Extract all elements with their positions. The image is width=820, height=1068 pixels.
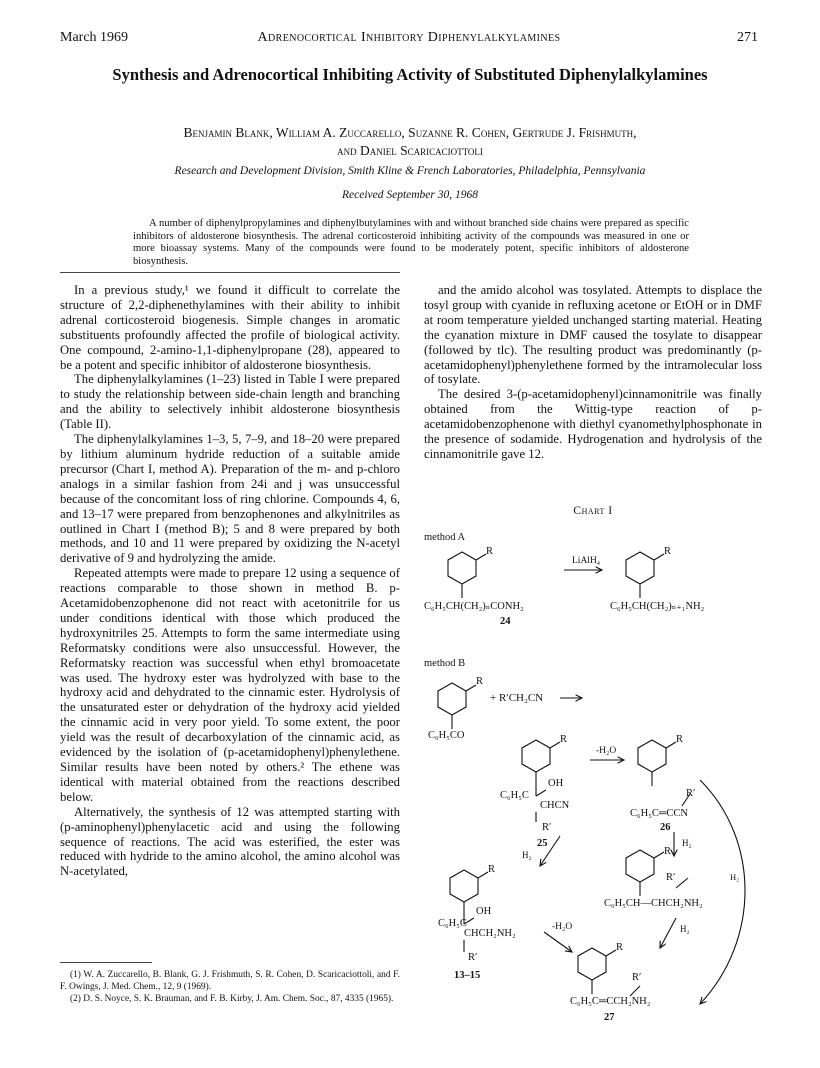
paragraph: Alternatively, the synthesis of 12 was attempted starting with (p-aminophenyl)phenylacetic acid and using the following sequence of reactions. The acid was esterified, the ester was reduced with hydride to the amino alcohol, the amino alcohol was N-acetylated, xyxy=(60,804,400,879)
benzene-ring-sat-amine xyxy=(626,850,654,882)
c6h5c-fragment: C₆H₅C xyxy=(500,790,529,801)
compound-13-15: 13–15 xyxy=(454,970,481,981)
r-substituent: R xyxy=(486,546,494,557)
paragraph: and the amido alcohol was tosylated. Attempts to displace the tosyl group with cyanide in refluxing acetone or EtOH or in DMF at room temperature yielded unchanged starting material. Heating the cyanation mixture in DMF caused the tosylate to disappear (followed by tlc). The resulting product was predominantly (p-acetamidophenyl)phenylethene formed by the intramolecular loss of tosylate. xyxy=(424,283,762,387)
method-a-label: method A xyxy=(424,532,466,543)
r-substituent: R xyxy=(664,846,672,857)
benzene-ring-amine xyxy=(626,552,654,584)
abstract: A number of diphenylpropylamines and diphenylbutylamines with and without branched side chains were prepared as specific inhibitors of aldosterone biosynthesis. The adrenal corticosteroid inhibiting activity of the compounds was measured in one or more bioassay systems. Many of the compounds were found to be moderately potent, specific inhibitors of aldosterone biosynthesis. xyxy=(133,218,689,267)
r-prime-substituent: R′ xyxy=(542,822,552,833)
benzene-ring-27 xyxy=(578,948,606,980)
reagent-h2-2: H₂ xyxy=(680,924,690,934)
r-prime-substituent: R′ xyxy=(468,952,478,963)
reagent-lialh4: LiAlH₄ xyxy=(572,556,601,566)
reagent-minus-water: -H₂O xyxy=(596,746,617,756)
hydroxyl-group: OH xyxy=(476,906,492,917)
paragraph: The desired 3-(p-acetamidophenyl)cinnamonitrile was finally obtained from the Wittig-type reaction of p-acetamidobenzophenone with diethyl cyanomethylphosphonate in the presence of sodamide. Hydrogenation and hydrolysis of the cinnamonitrile gave 12. xyxy=(424,387,762,461)
r-substituent: R xyxy=(664,546,672,557)
reagent-h2-left: H₂ xyxy=(522,850,532,860)
hydrogenation-arrow-2 xyxy=(660,918,676,948)
r-substituent: R xyxy=(488,864,496,875)
r-prime-substituent: R′ xyxy=(686,788,696,799)
nitrile-reagent: + R′CH₂CN xyxy=(490,692,544,704)
paragraph: The diphenylalkylamines (1–23) listed in Table I were prepared to study the relationship between side-chain length and branching and the ability to selectively inhibit aldosterone biosynthesis (Table II). xyxy=(60,372,400,432)
ketone-formula: C₆H₅CO xyxy=(428,730,465,741)
reagent-h2-curve: H₂ xyxy=(730,872,740,882)
paragraph: Repeated attempts were made to prepare 12 using a sequence of reactions comparable to those shown in method B. p-Acetamidobenzophenone did not react with acetonitrile for us under conditions identical with those which produced the hydroxynitriles 25. Attempts to form the same intermediate using Reformatsky conditions were also unsuccessful. However, the Reformatsky reaction was successful when ethyl bromoacetate was used. The hydroxy ester was hydrolyzed with base to the hydroxy acid and dehydrated to the cinnamic ester. Hydrolysis of the unsaturated ester or dehydration of the hydroxy acid yielded the cinnamic acid in very poor yield. To some extent, the poor yield was the result of decarboxylation of the cinnamic acid, as evidenced by the isolation of (p-acetamidophenyl)phenylethene. Similar results have been noted by others.² The ethene was identical with material obtained from the reactions described below. xyxy=(60,566,400,804)
r-substituent: R xyxy=(560,734,568,745)
compound-27: 27 xyxy=(604,1012,615,1023)
dehydration-arrow-2 xyxy=(544,932,572,952)
received-date: Received September 30, 1968 xyxy=(341,189,479,201)
affiliation: Research and Development Division, Smith Kline & French Laboratories, Philadelphia, Pennsylvania xyxy=(174,165,646,177)
r-substituent: R xyxy=(616,942,624,953)
paragraph: In a previous study,¹ we found it difficult to correlate the structure of 2,2-diphenethylamines with their ability to inhibit adrenal corticosteroid biogenesis. Simple changes in aromatic substituents profoundly affected the profile of biological activity. One compound, 2-amino-1,1-diphenylpropane (28), appeared to be a potent and specific inhibitor of aldosterone biosynthesis. xyxy=(60,283,400,372)
r-substituent: R xyxy=(676,734,684,745)
benzene-ring-ketone xyxy=(438,683,466,715)
compound-25: 25 xyxy=(537,838,548,849)
benzene-ring-25 xyxy=(522,740,550,772)
authors-line-1: Benjamin Blank, William A. Zuccarello, Suzanne R. Cohen, Gertrude J. Frishmuth, xyxy=(183,125,637,140)
hydroxyl-group: OH xyxy=(548,778,564,789)
r-substituent: R xyxy=(476,676,484,687)
header-date: March 1969 xyxy=(60,30,129,45)
hydrolysis-curve-arrow xyxy=(700,780,745,1004)
reagent-minus-water-2: -H₂O xyxy=(552,922,573,932)
amide-formula: C₆H₅CH(CH₂)ₙCONH₂ xyxy=(424,601,524,612)
method-b-label: method B xyxy=(424,658,466,669)
c6h5c-fragment: C₆H₅C xyxy=(438,918,467,929)
compound-26: 26 xyxy=(660,822,671,833)
footnote-1: (1) W. A. Zuccarello, B. Blank, G. J. Frishmuth, S. R. Cohen, D. Scaricaciottoli, and F. F. Owings, J. Med. Chem., 12, 9 (1969). xyxy=(60,970,400,992)
chcn-fragment: CHCN xyxy=(540,800,570,811)
chart-title: Chart I xyxy=(573,505,613,517)
benzene-ring-26 xyxy=(638,740,666,772)
compound-24: 24 xyxy=(500,616,511,627)
header-journal-title: Adrenocortical Inhibitory Diphenylalkylamines xyxy=(257,30,561,45)
chch2nh2-fragment: CHCH₂NH₂ xyxy=(464,928,516,939)
page-number: 271 xyxy=(737,30,758,45)
article-title: Synthesis and Adrenocortical Inhibiting Activity of Substituted Diphenylalkylamines xyxy=(112,65,708,84)
footnote-2: (2) D. S. Noyce, S. K. Brauman, and F. B. Kirby, J. Am. Chem. Soc., 87, 4335 (1965). xyxy=(70,994,394,1005)
amine-formula: C₆H₅CH(CH₂)ₙ₊₁NH₂ xyxy=(610,601,705,612)
r-prime-substituent: R′ xyxy=(632,972,642,983)
authors-line-2: and Daniel Scaricaciottoli xyxy=(337,143,483,158)
unsaturated-amine-formula: C₆H₅C═CCH₂NH₂ xyxy=(570,996,651,1007)
unsaturated-nitrile-formula: C₆H₅C═CCN xyxy=(630,808,688,819)
paragraph: The diphenylalkylamines 1–3, 5, 7–9, and 18–20 were prepared by lithium aluminum hydride reduction of a suitable amide precursor (Chart I, method A). Preparation of the m- and p-chloro analogs in a similar fashion from 24i and j was unsuccessful because of the concomitant loss of ring chlorine. Compounds 4, 6, and 13–17 were prepared from benzophenones and alkylnitriles as outlined in Chart I (method B); 5 and 8 were prepared by both methods, and 10 and 11 were prepared by oxidizing the N-acetyl derivative of 9 and hydrolyzing the amide. xyxy=(60,432,400,566)
reagent-h2: H₂ xyxy=(682,838,692,848)
r-prime-substituent: R′ xyxy=(666,872,676,883)
benzene-ring-24 xyxy=(448,552,476,584)
saturated-amine-formula: C₆H₅CH—CHCH₂NH₂ xyxy=(604,898,703,909)
benzene-ring-13-15 xyxy=(450,870,478,902)
